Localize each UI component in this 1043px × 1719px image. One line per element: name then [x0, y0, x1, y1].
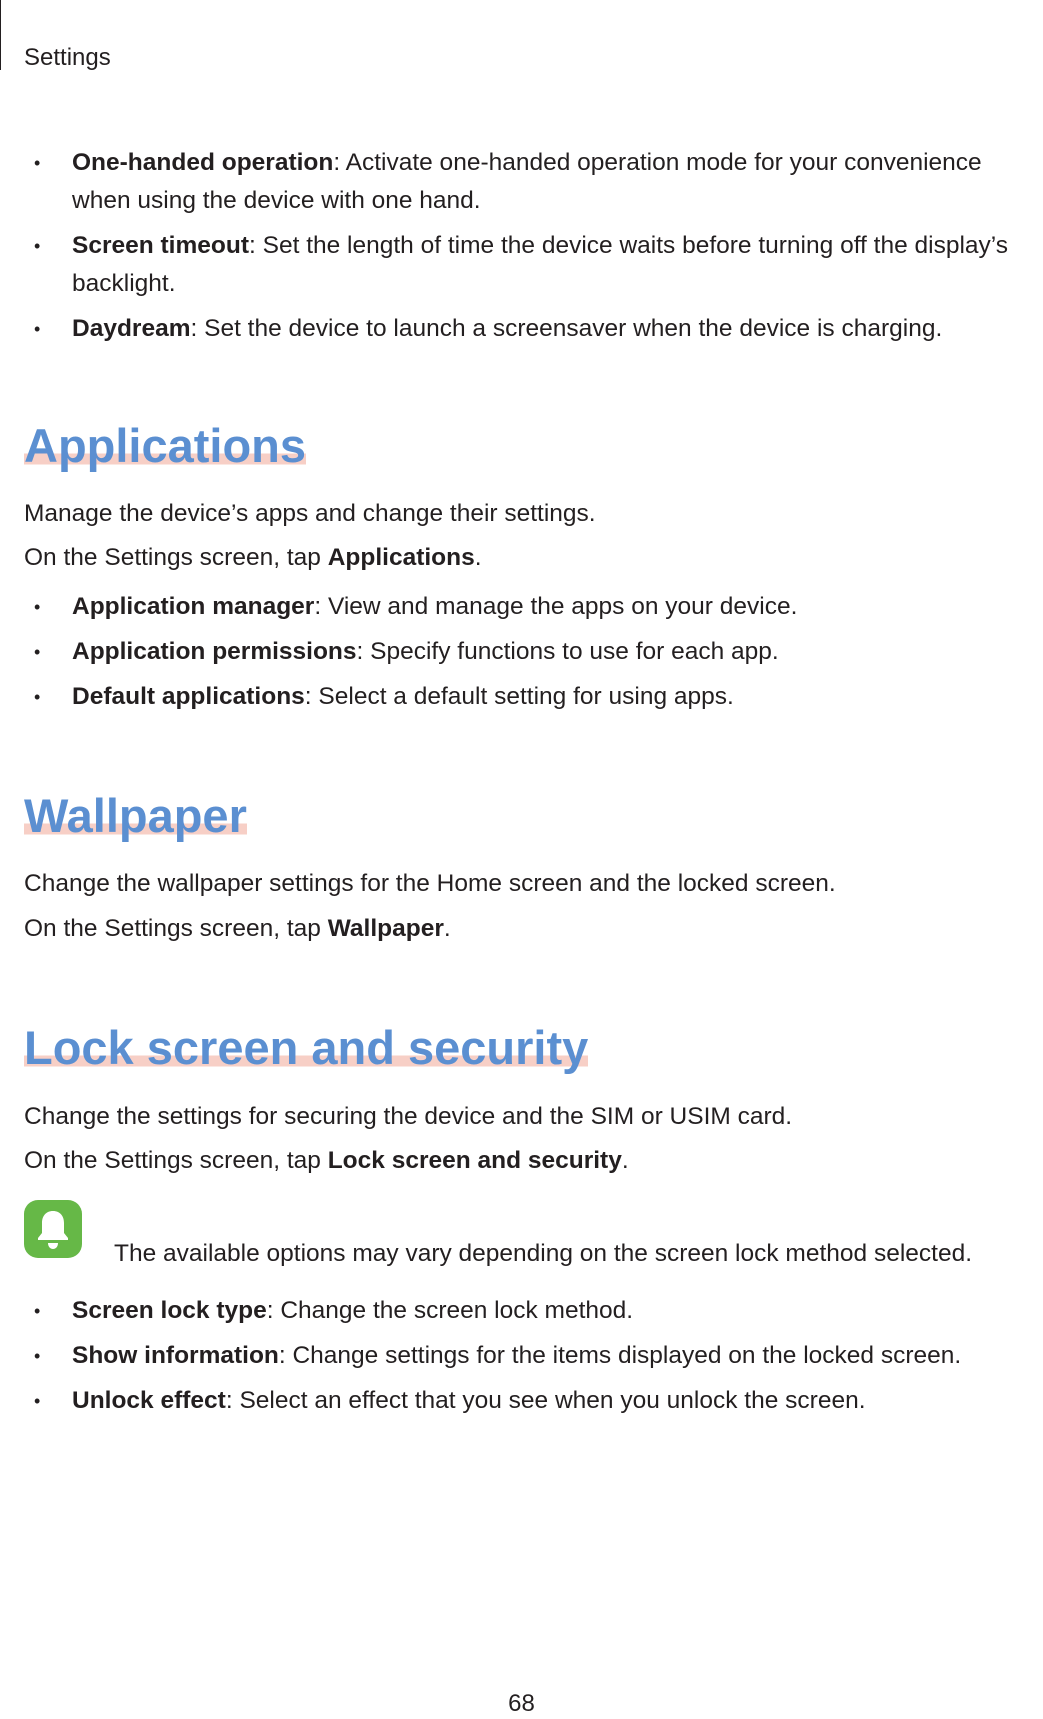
menu-path-wallpaper: Wallpaper — [327, 915, 444, 942]
crop-mark — [0, 0, 1, 70]
section-heading-lock-screen: Lock screen and security — [24, 1021, 589, 1074]
list-item — [24, 1382, 1039, 1420]
option-term: Unlock effect — [72, 1387, 226, 1414]
note-text: The available options may vary depending on the screen lock method selected. — [114, 1239, 973, 1267]
option-description: : Specify functions to use for each app. — [356, 638, 779, 665]
bullet-icon: • — [34, 597, 41, 617]
list-item — [24, 227, 1039, 303]
list-item — [24, 1292, 1039, 1330]
option-description: : View and manage the apps on your device. — [314, 593, 798, 620]
lock-screen-options-list — [24, 1292, 1039, 1427]
list-item — [24, 588, 1039, 626]
option-description: : Select a default setting for using apps. — [304, 683, 734, 710]
option-description: : Activate one-handed operation mode for your convenience when using the device with one hand. — [72, 149, 982, 214]
option-description: : Select an effect that you see when you unlock the screen. — [225, 1387, 866, 1414]
lock-screen-instruction: On the Settings screen, tap Lock screen and security. — [24, 1147, 629, 1174]
bullet-icon: • — [34, 319, 41, 339]
bullet-icon: • — [34, 1346, 41, 1366]
option-term: Show information — [72, 1342, 279, 1369]
option-description: : Set the length of time the device waits before turning off the display’s backlight. — [72, 232, 1009, 297]
option-term: Application permissions — [72, 638, 357, 665]
section-heading-applications: Applications — [24, 419, 307, 472]
option-description: : Change settings for the items displayed on the locked screen. — [278, 1342, 962, 1369]
option-term: Daydream — [72, 315, 191, 342]
list-item — [24, 633, 1039, 671]
bullet-icon: • — [34, 236, 41, 256]
display-options-list — [24, 144, 1039, 355]
option-term: Screen timeout — [72, 232, 249, 259]
page-number: 68 — [508, 1690, 535, 1717]
running-head: Settings — [24, 44, 111, 71]
bullet-icon: • — [34, 1301, 41, 1321]
bell-icon — [24, 1200, 82, 1258]
wallpaper-instruction: On the Settings screen, tap Wallpaper. — [24, 915, 451, 942]
option-description: : Set the device to launch a screensaver when the device is charging. — [190, 315, 943, 342]
option-term: Application manager — [72, 593, 315, 620]
list-item — [24, 678, 1039, 716]
applications-intro: Manage the device’s apps and change their settings. — [24, 500, 596, 527]
menu-path-applications: Applications — [327, 544, 475, 571]
list-item — [24, 1337, 1039, 1375]
applications-options-list — [24, 588, 1039, 723]
option-term: Default applications — [72, 683, 305, 710]
section-heading-wallpaper: Wallpaper — [24, 789, 247, 842]
bullet-icon: • — [34, 687, 41, 707]
wallpaper-intro: Change the wallpaper settings for the Home screen and the locked screen. — [24, 870, 836, 897]
option-term: Screen lock type — [72, 1297, 267, 1324]
option-description: : Change the screen lock method. — [266, 1297, 634, 1324]
lock-screen-intro: Change the settings for securing the device and the SIM or USIM card. — [24, 1103, 793, 1130]
applications-instruction: On the Settings screen, tap Applications. — [24, 544, 482, 571]
list-item — [24, 310, 1039, 348]
bullet-icon: • — [34, 642, 41, 662]
menu-path-lock-screen: Lock screen and security — [327, 1147, 622, 1174]
bullet-icon: • — [34, 153, 41, 173]
list-item — [24, 144, 1039, 220]
bullet-icon: • — [34, 1391, 41, 1411]
option-term: One-handed operation — [72, 149, 334, 176]
